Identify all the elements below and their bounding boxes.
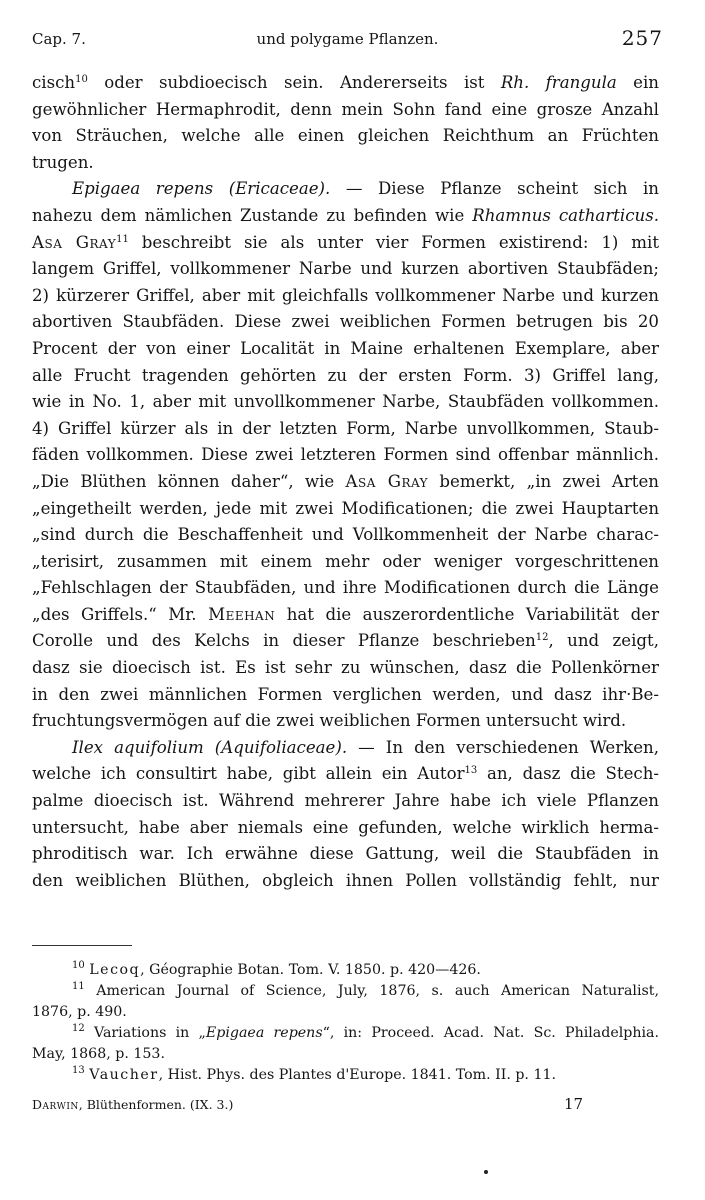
text-line: 4) Griffel kürzer als in der letzten Form, Narbe unvollkommen, Staub- <box>32 418 659 438</box>
body-text <box>32 70 659 894</box>
text-line: 2) kürzerer Griffel, aber mit gleichfalls vollkommener Narbe und kurzen <box>32 285 659 305</box>
author-name: Asa Gray <box>345 471 429 491</box>
sheet-number: 17 <box>564 1095 584 1113</box>
footnote-12: $^{12}$ Variations in „Epigaea repens“, in: Proceed. Acad. Nat. Sc. Philadelphia. <box>72 1023 659 1041</box>
footnote-13: $^{13}$ Vaucher, Hist. Phys. des Plantes d'Europe. 1841. Tom. II. p. 11. <box>72 1065 557 1083</box>
text-line: langem Griffel, vollkommener Narbe und kurzen abortiven Staubfäden; <box>32 259 659 279</box>
text-line: abortiven Staubfäden. Diese zwei weiblichen Formen betrugen bis 20 <box>32 312 659 332</box>
text-line: fruchtungsvermögen auf die zwei weiblichen Formen untersucht wird. <box>32 711 627 731</box>
footnote-ref: 13 <box>464 765 478 777</box>
text-line: dasz sie dioecisch ist. Es ist sehr zu wünschen, dasz die Pollenkörner <box>32 658 659 678</box>
speck-mark <box>484 1170 488 1174</box>
footnote-ref: 11 <box>116 233 129 245</box>
text-line: alle Frucht tragenden gehörten zu der ersten Form. 3) Griffel lang, <box>32 365 659 385</box>
text-line: Asa Gray$^{11}$ beschreibt sie als unter vier Formen existirend: 1) mit <box>32 232 659 252</box>
text-line: „sind durch die Beschaffenheit und Vollkommenheit der Narbe charac- <box>32 525 659 545</box>
page-number: 257 <box>621 26 663 50</box>
footnote-separator <box>32 945 132 946</box>
text-line: fäden vollkommen. Diese zwei letzteren Formen sind offenbar männlich. <box>32 445 659 465</box>
author-name: Asa Gray <box>32 232 117 252</box>
text-line: „terisirt, zusammen mit einem mehr oder weniger vorgeschrittenen <box>32 551 659 571</box>
text-line: „des Griffels.“ Mr. Meehan hat die auszerordentliche Variabilität der <box>32 604 660 624</box>
footnote-11-continued: 1876, p. 490. <box>32 1004 127 1020</box>
text-line: Epigaea repens (Ericaceae). — Diese Pflanze scheint sich in <box>72 179 659 199</box>
text-line: welche ich consultirt habe, gibt allein ein Autor$^{13}$ an, dasz die Stech- <box>32 764 659 784</box>
text-line: „eingetheilt werden, jede mit zwei Modificationen; die zwei Hauptarten <box>32 498 659 518</box>
text-line: den weiblichen Blüthen, obgleich ihnen Pollen vollständig fehlt, nur <box>32 870 659 890</box>
text-line: wie in No. 1, aber mit unvollkommener Narbe, Staubfäden vollkommen. <box>32 392 659 412</box>
text-line: phroditisch war. Ich erwähne diese Gattung, weil die Staubfäden in <box>32 844 659 864</box>
footnote-12-continued: May, 1868, p. 153. <box>32 1046 165 1062</box>
text-line: in den zwei männlichen Formen verglichen werden, und dasz ihr·Be- <box>32 684 659 704</box>
footnote-ref: 12 <box>535 632 549 644</box>
footnote-11: $^{11}$ American Journal of Science, July, 1876, s. auch American Naturalist, <box>72 981 659 999</box>
text-line: Procent der von einer Localität in Maine erhaltenen Exemplare, aber <box>32 338 659 358</box>
text-line: gewöhnlicher Hermaphrodit, denn mein Sohn fand eine grosze Anzahl <box>32 99 659 119</box>
footnotes <box>32 960 659 1086</box>
footnote-ref: 10 <box>75 74 88 85</box>
text-line: Ilex aquifolium (Aquifoliaceae). — In den verschiedenen Werken, <box>72 737 659 757</box>
chapter-label: Cap. 7. <box>32 30 86 48</box>
running-title: und polygame Pflanzen. <box>256 30 439 48</box>
text-line: „Die Blüthen können daher“, wie Asa Gray bemerkt, „in zwei Arten <box>32 471 659 491</box>
text-line: von Sträuchen, welche alle einen gleichen Reichthum an Früchten <box>32 126 659 146</box>
text-line: trugen. <box>32 152 94 172</box>
text-line: „Fehlschlagen der Staubfäden, und ihre Modificationen durch die Länge <box>32 578 659 598</box>
text-line: Corolle und des Kelchs in dieser Pflanze beschrieben$^{12}$, und zeigt, <box>32 631 659 651</box>
text-line: palme dioecisch ist. Während mehrerer Jahre habe ich viele Pflanzen <box>32 791 659 811</box>
text-line: cisch$^{10}$ oder subdioecisch sein. Andererseits ist Rh. frangula ein <box>32 73 659 92</box>
text-line: nahezu dem nämlichen Zustande zu befinden wie Rhamnus catharticus. <box>32 205 659 225</box>
signature-mark: Darwin, Blüthenformen. (IX. 3.) <box>32 1097 234 1112</box>
footnote-10: $^{10}$ Lecoq, Géographie Botan. Tom. V. 1850. p. 420—426. <box>72 960 481 978</box>
author-name: Meehan <box>208 604 276 624</box>
running-header <box>32 26 663 56</box>
text-line: untersucht, habe aber niemals eine gefunden, welche wirklich herma- <box>32 817 659 837</box>
